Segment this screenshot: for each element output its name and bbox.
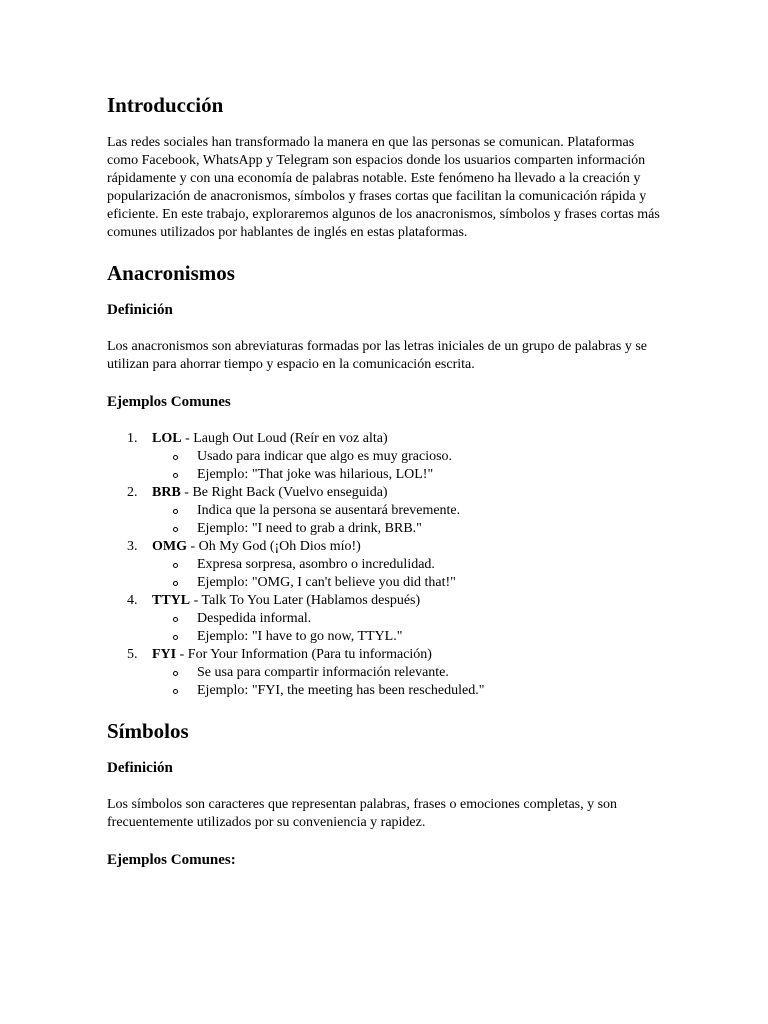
list-item — [107, 430, 667, 484]
sub-list — [152, 664, 667, 700]
anacronismos-definition-paragraph: Los anacronismos son abreviaturas formadas por las letras iniciales de un grupo de palabras y se utilizan para ahorrar tiempo y espacio en la comunicación escrita. — [107, 339, 647, 372]
sub-list — [152, 448, 667, 484]
sub-list-item — [152, 520, 667, 538]
term-meaning: - For Your Information (Para tu información) — [176, 647, 432, 662]
list-item — [107, 646, 667, 700]
circle-bullet-icon — [173, 689, 178, 694]
sub-list — [152, 610, 667, 646]
list-item — [107, 484, 667, 538]
term-meaning: - Be Right Back (Vuelvo enseguida) — [180, 485, 388, 500]
list-number: 4. — [127, 593, 138, 608]
sub-item-text: Ejemplo: "I need to grab a drink, BRB." — [197, 521, 422, 536]
term-label: FYI — [152, 647, 177, 662]
list-item — [107, 538, 667, 592]
sub-item-text: Despedida informal. — [197, 611, 312, 626]
simbolos-heading: Símbolos — [107, 719, 189, 743]
circle-bullet-icon — [173, 455, 178, 460]
sub-list-item — [152, 448, 667, 466]
sub-item-text: Ejemplo: "FYI, the meeting has been rescheduled." — [197, 683, 485, 698]
term-label: TTYL — [152, 593, 191, 608]
circle-bullet-icon — [173, 671, 178, 676]
document-content — [107, 92, 667, 870]
anacronismos-heading: Anacronismos — [107, 261, 235, 285]
sub-list-item — [152, 682, 667, 700]
term-meaning: - Talk To You Later (Hablamos después) — [190, 593, 421, 608]
circle-bullet-icon — [173, 473, 178, 478]
sub-list-item — [152, 628, 667, 646]
sub-list-item — [152, 574, 667, 592]
sub-item-text: Indica que la persona se ausentará brevemente. — [197, 503, 461, 518]
list-item — [107, 592, 667, 646]
simbolos-examples-heading: Ejemplos Comunes: — [107, 852, 236, 868]
term-label: OMG — [152, 539, 187, 554]
sub-item-text: Ejemplo: "That joke was hilarious, LOL!" — [197, 467, 434, 482]
list-number: 1. — [127, 431, 138, 446]
sub-item-text: Usado para indicar que algo es muy gracioso. — [197, 449, 453, 464]
sub-list — [152, 556, 667, 592]
sub-list — [152, 502, 667, 538]
list-number: 2. — [127, 485, 138, 500]
list-number: 3. — [127, 539, 138, 554]
sub-list-item — [152, 664, 667, 682]
list-number: 5. — [127, 647, 138, 662]
anacronismos-list — [107, 430, 667, 700]
simbolos-definition-paragraph: Los símbolos son caracteres que representan palabras, frases o emociones completas, y son frecuentemente utilizados por su conveniencia y rapidez. — [107, 797, 618, 830]
sub-list-item — [152, 466, 667, 484]
simbolos-definition-heading: Definición — [107, 760, 173, 776]
intro-heading: Introducción — [107, 93, 224, 117]
intro-paragraph: Las redes sociales han transformado la manera en que las personas se comunican. Plataformas como Facebook, WhatsApp y Telegram son espacios donde los usuarios comparten información rápidamente y con una economía de palabras notable. Este fenómeno ha llevado a la creación y popularización de anacronismos, símbolos y frases cortas que facilitan la comunicación rápida y eficiente. En este trabajo, exploraremos algunos de los anacronismos, símbolos y frases cortas más comunes utilizados por hablantes de inglés en estas plataformas. — [107, 135, 660, 240]
circle-bullet-icon — [173, 581, 178, 586]
circle-bullet-icon — [173, 527, 178, 532]
sub-item-text: Ejemplo: "OMG, I can't believe you did that!" — [197, 575, 456, 590]
circle-bullet-icon — [173, 635, 178, 640]
anacronismos-examples-heading: Ejemplos Comunes — [107, 394, 231, 410]
anacronismos-definition-heading: Definición — [107, 302, 173, 318]
sub-item-text: Ejemplo: "I have to go now, TTYL." — [197, 629, 403, 644]
sub-list-item — [152, 610, 667, 628]
sub-list-item — [152, 556, 667, 574]
sub-item-text: Se usa para compartir información relevante. — [197, 665, 449, 680]
term-label: BRB — [152, 485, 181, 500]
circle-bullet-icon — [173, 509, 178, 514]
circle-bullet-icon — [173, 617, 178, 622]
sub-item-text: Expresa sorpresa, asombro o incredulidad. — [197, 557, 435, 572]
term-label: LOL — [152, 431, 182, 446]
sub-list-item — [152, 502, 667, 520]
term-meaning: - Laugh Out Loud (Reír en voz alta) — [181, 431, 388, 446]
circle-bullet-icon — [173, 563, 178, 568]
term-meaning: - Oh My God (¡Oh Dios mío!) — [187, 539, 361, 554]
